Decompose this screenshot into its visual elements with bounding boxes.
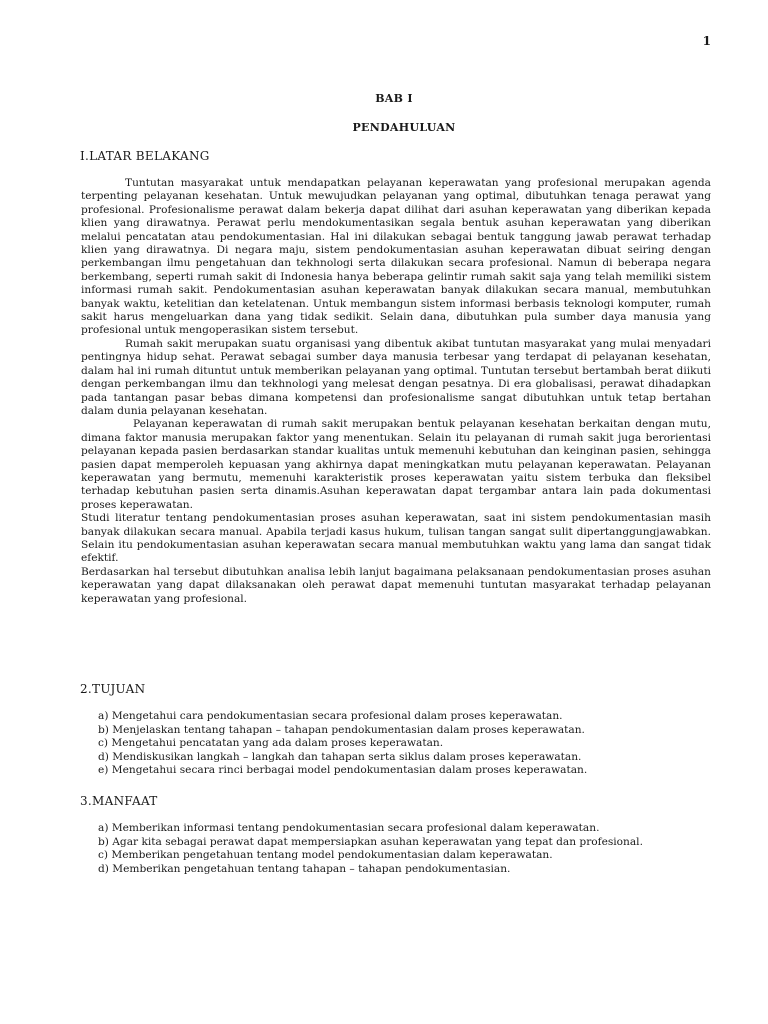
page-number: 1 [702,34,711,48]
list-item: a) Mengetahui cara pendokumentasian secara profesional dalam proses keperawatan. [98,710,563,722]
paragraph: Rumah sakit merupakan suatu organisasi yang dibentuk akibat tuntutan masyarakat yang mulai menyadari pentingnya hidup sehat. Perawat sebagai sumber daya manusia terbesar yang terdapat di pelayanan kesehatan, dalam hal ini rumah dituntut untuk memberikan pelayanan yang optimal. Tuntutan tersebut bertambah berat diikuti dengan perkembangan ilmu dan tekhnologi yang melesat dengan pesatnya. Di era globalisasi, perawat dihadapkan pada tantangan pasar bebas dimana kompetensi dan profesionalisme sangat dibutuhkan untuk tetap bertahan dalam dunia pelayanan kesehatan. [81,337,711,417]
list-item: d) Mendiskusikan langkah – langkah dan tahapan serta siklus dalam proses keperawatan. [98,750,582,763]
chapter-title: PENDAHULUAN [352,121,456,134]
latar-belakang-body [81,177,711,606]
list-item: d) Memberikan pengetahuan tentang tahapan – tahapan pendokumentasian. [98,862,511,875]
list-item: a) Memberikan informasi tentang pendokumentasian secara profesional dalam keperawatan. [98,822,600,834]
manfaat-list [98,822,718,876]
list-item: e) Mengetahui secara rinci berbagai model pendokumentasian dalam proses keperawatan. [98,764,588,777]
list-item: c) Memberikan pengetahuan tentang model pendokumentasian dalam keperawatan. [98,849,553,862]
section-heading-latar-belakang: I.LATAR BELAKANG [80,149,210,163]
list-item: b) Menjelaskan tentang tahapan – tahapan pendokumentasian dalam proses keperawatan. [98,723,585,736]
paragraph: Tuntutan masyarakat untuk mendapatkan pelayanan keperawatan yang profesional merupakan agenda terpenting pelayanan kesehatan. Untuk mewujudkan pelayanan yang optimal, dibutuhkan tenaga perawat yang profesional. Profesionalisme perawat dalam bekerja dapat dilihat dari asuhan keperawatan yang diberikan kepada klien yang dirawatnya. Perawat perlu mendokumentasikan segala bentuk asuhan keperawatan yang diberikan melalui pencatatan atau pendokumentasian. Hal ini dilakukan sebagai bentuk tanggung jawab perawat terhadap klien yang dirawatnya. Di negara maju, sistem pendokumentasian asuhan keperawatan dibuat seiring dengan perkembangan ilmu pengetahuan dan tekhnologi serta dilakukan secara profesional. Namun di beberapa negara berkembang, seperti rumah sakit di Indonesia hanya beberapa gelintir rumah sakit saja yang telah memiliki sistem informasi rumah sakit. Pendokumentasian asuhan keperawatan banyak dilakukan secara manual, membutuhkan banyak waktu, ketelitian dan ketelatenan. Untuk membangun sistem informasi berbasis teknologi komputer, rumah sakit harus mengeluarkan dana yang tidak sedikit. Selain dana, dibutuhkan pula sumber daya manusia yang profesional untuk mengoperasikan sistem tersebut. [81,177,711,337]
list-item: b) Agar kita sebagai perawat dapat mempersiapkan asuhan keperawatan yang tepat dan profesional. [98,835,643,848]
paragraph: Berdasarkan hal tersebut dibutuhkan analisa lebih lanjut bagaimana pelaksanaan pendokumentasian proses asuhan keperawatan yang dapat dilaksanakan oleh perawat dapat memenuhi tuntutan masyarakat terhadap pelayanan keperawatan yang profesional. [81,565,711,605]
section-heading-tujuan: 2.TUJUAN [80,682,146,696]
chapter-label: BAB I [375,92,413,105]
list-item: c) Mengetahui pencatatan yang ada dalam proses keperawatan. [98,737,444,750]
section-heading-manfaat: 3.MANFAAT [80,794,158,808]
paragraph: Pelayanan keperawatan di rumah sakit merupakan bentuk pelayanan kesehatan berkaitan dengan mutu, dimana faktor manusia merupakan faktor yang menentukan. Selain itu pelayanan di rumah sakit juga berorientasi pelayanan kepada pasien berdasarkan standar kualitas untuk memenuhi kebutuhan dan keinginan pasien, sehingga pasien dapat memperoleh kepuasan yang akhirnya dapat meningkatkan mutu pelayanan keperawatan. Pelayanan keperawatan yang bermutu, memenuhi karakteristik proses keperawatan yaitu sistem terbuka dan fleksibel terhadap kebutuhan pasien serta dinamis.Asuhan keperawatan dapat tergambar antara lain pada dokumentasi proses keperawatan. [81,418,711,511]
paragraph: Studi literatur tentang pendokumentasian proses asuhan keperawatan, saat ini sistem pendokumentasian masih banyak dilakukan secara manual. Apabila terjadi kasus hukum, tulisan tangan sangat sulit dipertanggungjawabkan. Selain itu pendokumentasian asuhan keperawatan secara manual membutuhkan waktu yang lama dan sangat tidak efektif. [81,512,711,565]
tujuan-list [98,710,718,778]
